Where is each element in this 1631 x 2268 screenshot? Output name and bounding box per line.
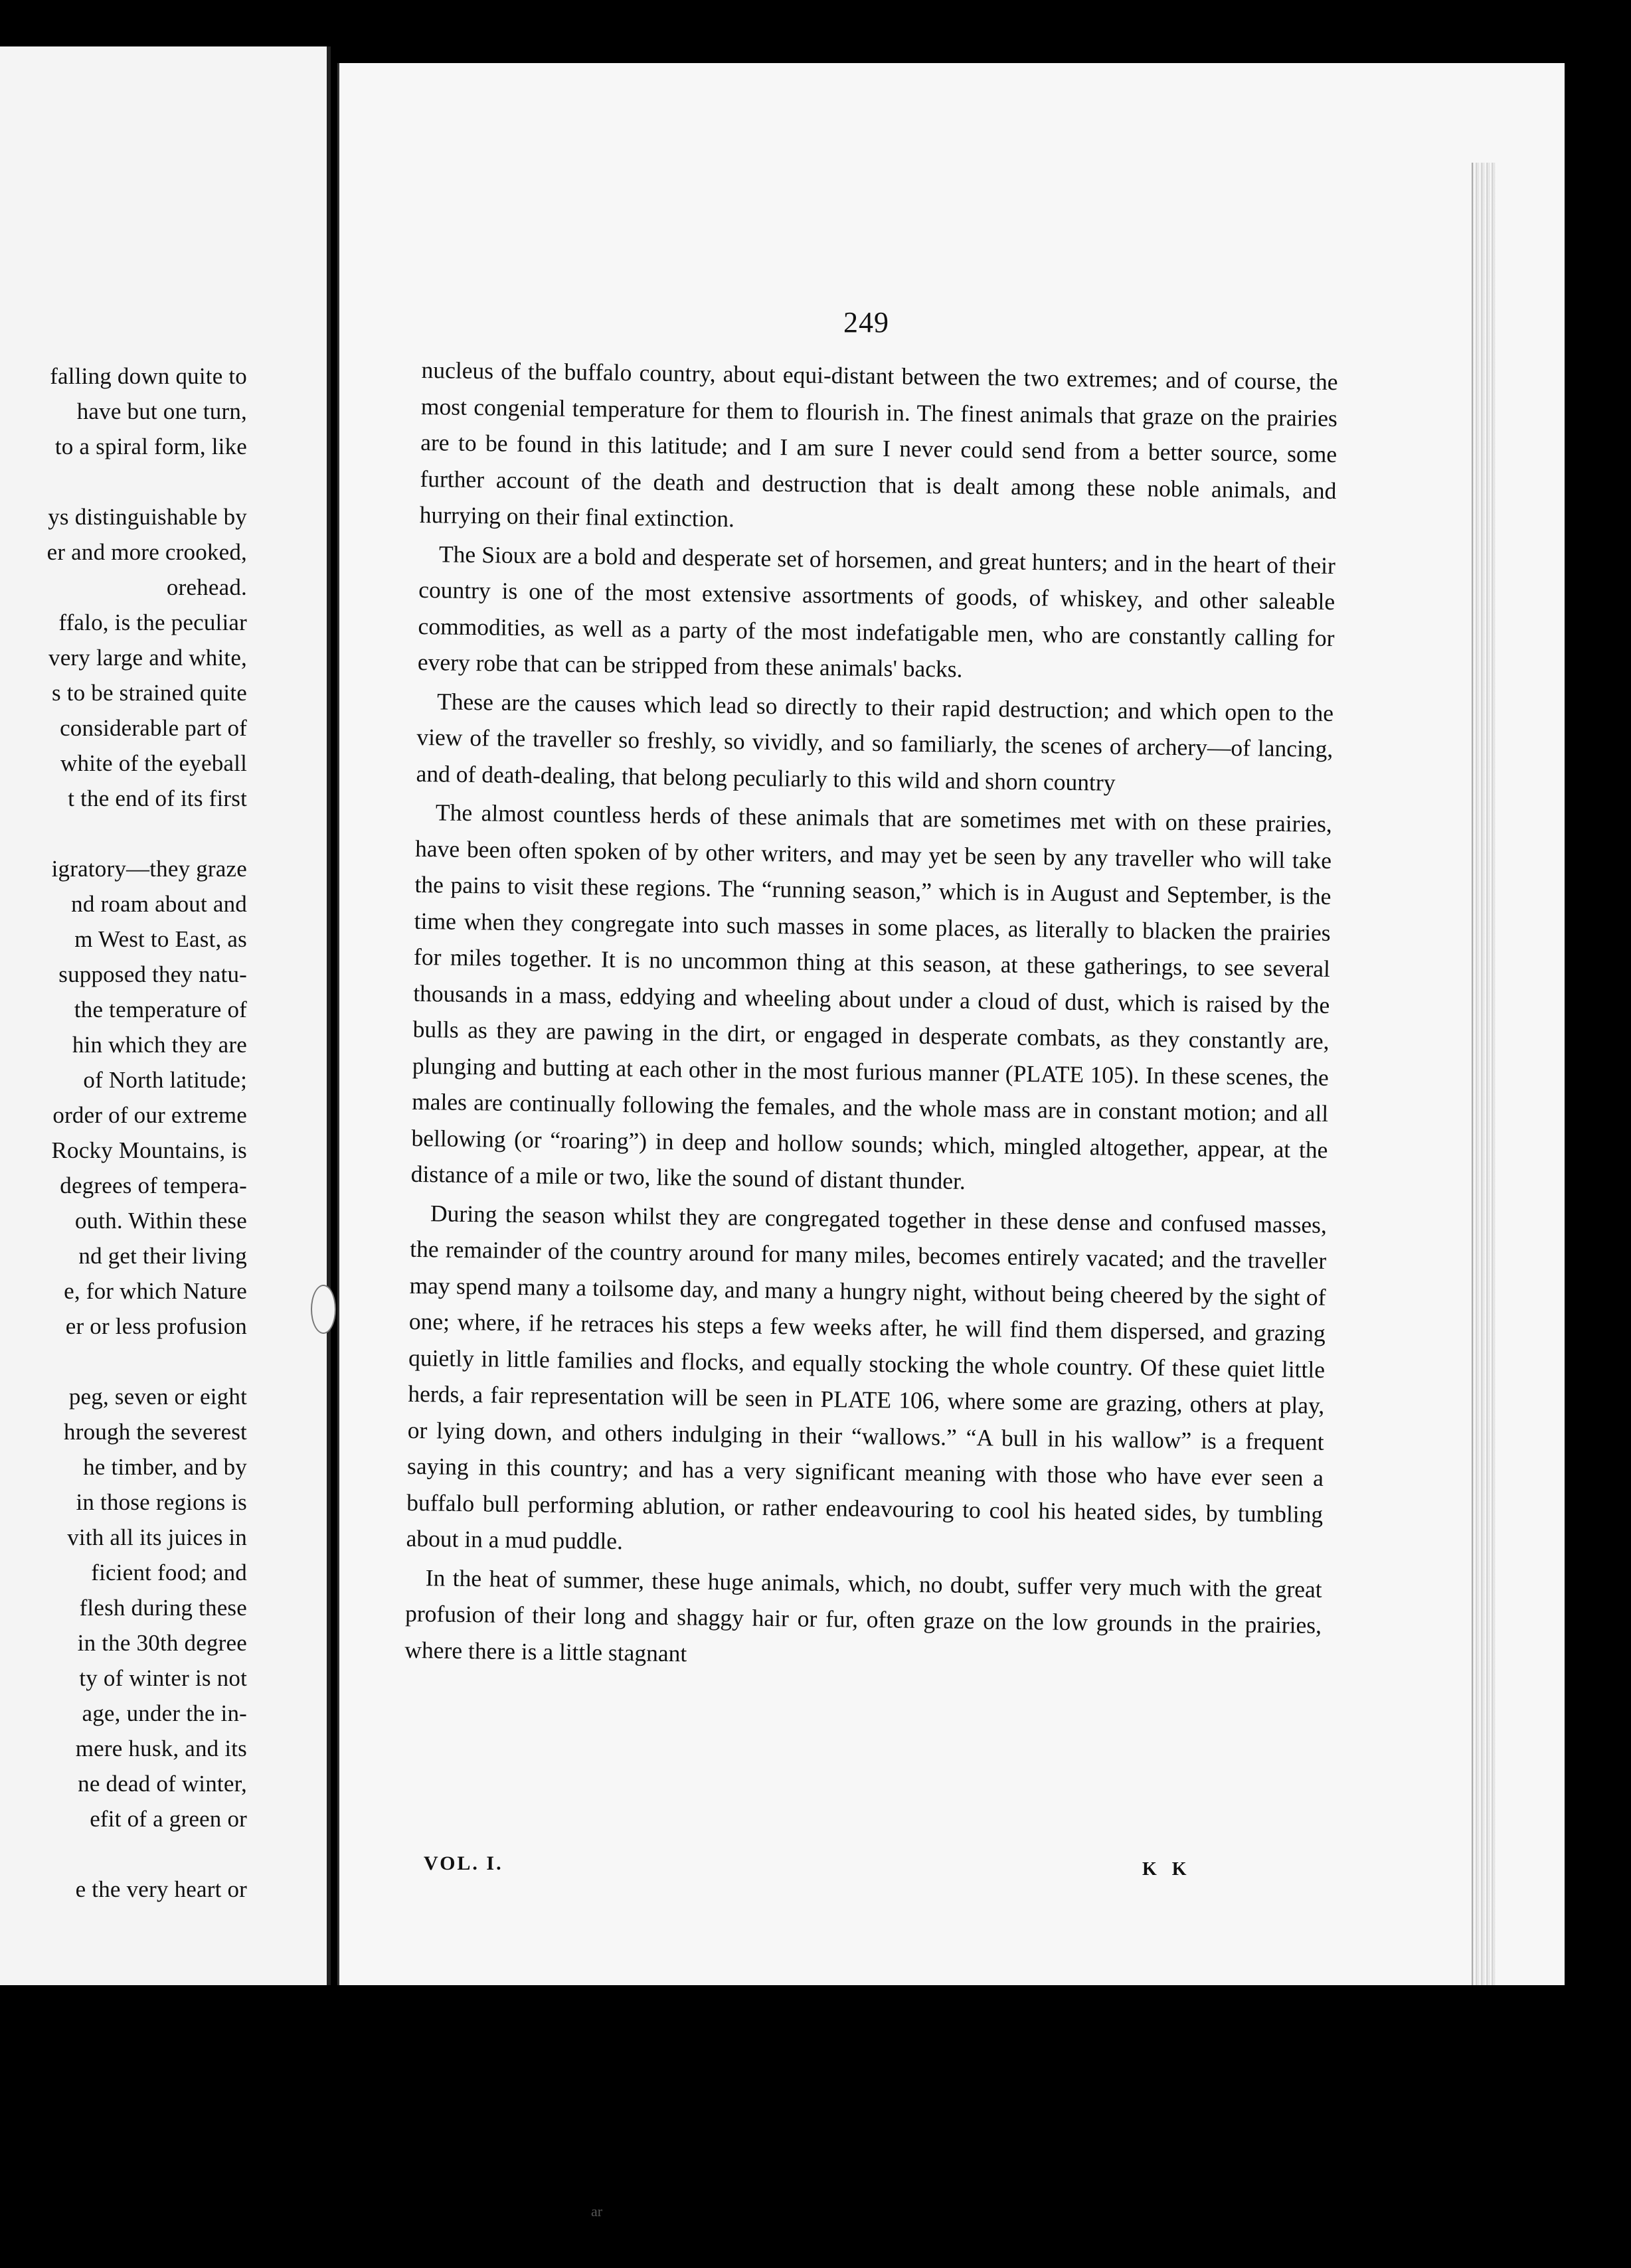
paragraph: nucleus of the buffalo country, about equi-distant between the two extremes; and of course, the most congenial temperature for them to flourish in. The finest animals that graze on the prairies are to be found in this latitude; and I am sure I never could send from a better source, some further account of the death and destruction that is dealt among these noble animals, and hurrying on their final extinction.: [419, 356, 1338, 532]
left-line: t the end of its first: [68, 785, 247, 811]
bottom-mark: ar: [591, 2203, 603, 2220]
left-line: m West to East, as: [74, 926, 247, 952]
left-line: supposed they natu-: [58, 961, 247, 987]
left-line: er or less profusion: [65, 1313, 247, 1339]
left-line: order of our extreme: [52, 1102, 247, 1128]
left-line: er and more crooked,: [46, 539, 247, 565]
left-line: ne dead of winter,: [78, 1771, 247, 1797]
left-line: in the 30th degree: [77, 1630, 247, 1656]
left-line: age, under the in-: [82, 1700, 247, 1726]
left-line: very large and white,: [48, 645, 247, 671]
left-line: igratory—they graze: [51, 856, 247, 882]
left-line: hin which they are: [72, 1032, 247, 1058]
left-line: he timber, and by: [83, 1454, 247, 1480]
left-line: e the very heart or: [75, 1876, 247, 1902]
left-line-blank: [0, 1836, 247, 1872]
volume-footer: VOL. I.: [424, 1852, 503, 1874]
left-line: have but one turn,: [76, 398, 247, 424]
left-line-blank: [0, 816, 247, 851]
paragraph: During the season whilst they are congregated together in these dense and confused masses, the remainder of the country around for many miles, becomes entirely vacated; and the traveller may spend many a toilsome day, and many a hungry night, without being cheered by the sight of one; where, if he retraces his steps a few weeks after, he will find them dispersed, and grazing quietly in little families and flocks, and equally stocking the whole country. Of these quiet little herds, a fair representation will be seen in PLATE 106, where some are grazing, others at play, or lying down, and others indulging in their “wallows.” “A bull in his wallow” is a frequent saying in this country; and has a very significant meaning with those who have ever seen a buffalo bull performing ablution, or rather endeavouring to cool his heated sides, by tumbling about in a mud puddle.: [406, 1199, 1328, 1555]
left-line: nd roam about and: [71, 891, 247, 917]
left-line: falling down quite to: [50, 363, 247, 389]
paragraph: The almost countless herds of these animals that are sometimes met with on these prairies, have been often spoken of by other writers, and may yet be seen by any traveller who will take the pains to visit these regions. The “running season,” which is in August and September, is the time when they congregate into such masses in some places, as literally to blacken the prairies for miles together. It is no uncommon thing at this season, at these gatherings, to see several thousands in a mass, eddying and wheeling about under a cloud of dust, which is raised by the bulls as they are pawing in the dirt, or engaged in desperate combats, as they constantly are, plunging and butting at each other in the most furious manner (PLATE 105). In these scenes, the males are continually following the females, and the whole mass are in constant motion; and all bellowing (or “roaring”) in deep and hollow sounds; which, mingled altogether, appear, at the distance of a mile or two, like the sound of distant thunder.: [410, 799, 1333, 1194]
left-line: nd get their living: [78, 1243, 247, 1269]
left-line: outh. Within these: [74, 1208, 247, 1234]
left-line: white of the eyeball: [60, 750, 247, 776]
left-line: peg, seven or eight: [68, 1384, 247, 1410]
paragraph: In the heat of summer, these huge animals, which, no doubt, suffer very much with the great profusion of their long and shaggy hair or fur, often graze on the low grounds in the prairies, where there is a little stagnant: [404, 1564, 1322, 1666]
left-line-blank: [0, 464, 247, 499]
page-edge: [1472, 163, 1496, 1985]
left-page: [0, 46, 331, 1985]
left-line: ys distinguishable by: [48, 504, 247, 530]
left-line: of North latitude;: [83, 1067, 247, 1093]
page-number: 249: [843, 306, 889, 339]
left-line: degrees of tempera-: [60, 1173, 247, 1198]
main-text: [404, 352, 1338, 1682]
left-line: e, for which Nature: [64, 1278, 247, 1304]
gutter-mark: [311, 1285, 336, 1334]
left-line: efit of a green or: [90, 1806, 247, 1832]
left-line: Rocky Mountains, is: [51, 1137, 247, 1163]
left-line: orehead.: [166, 574, 247, 600]
left-line: ty of winter is not: [79, 1665, 247, 1691]
left-line: to a spiral form, like: [54, 434, 247, 459]
left-line: s to be strained quite: [51, 680, 247, 706]
paragraph: These are the causes which lead so directly to their rapid destruction; and which open to the view of the traveller so freshly, so vividly, and so familiarly, the scenes of archery—of lancing, and of death-dealing, that belong peculiarly to this wild and shorn country: [416, 687, 1334, 796]
left-line: flesh during these: [79, 1595, 247, 1621]
left-line: the temperature of: [74, 997, 247, 1022]
left-line: mere husk, and its: [75, 1736, 247, 1761]
left-line: ffalo, is the peculiar: [58, 609, 247, 635]
left-line-blank: [0, 1344, 247, 1379]
signature-mark: K K: [1142, 1859, 1192, 1880]
left-page-text: [0, 359, 247, 1907]
left-line: hrough the severest: [64, 1419, 247, 1445]
left-line: in those regions is: [76, 1489, 247, 1515]
left-line: vith all its juices in: [67, 1524, 247, 1550]
left-line: considerable part of: [60, 715, 247, 741]
left-line: ficient food; and: [91, 1560, 247, 1585]
paragraph: The Sioux are a bold and desperate set of horsemen, and great hunters; and in the heart of their country is one of the most extensive assortments of goods, of whiskey, and other saleable commodities, as well as a party of the most indefatigable men, who are constantly calling for every robe that can be stripped from these animals' backs.: [417, 540, 1336, 683]
